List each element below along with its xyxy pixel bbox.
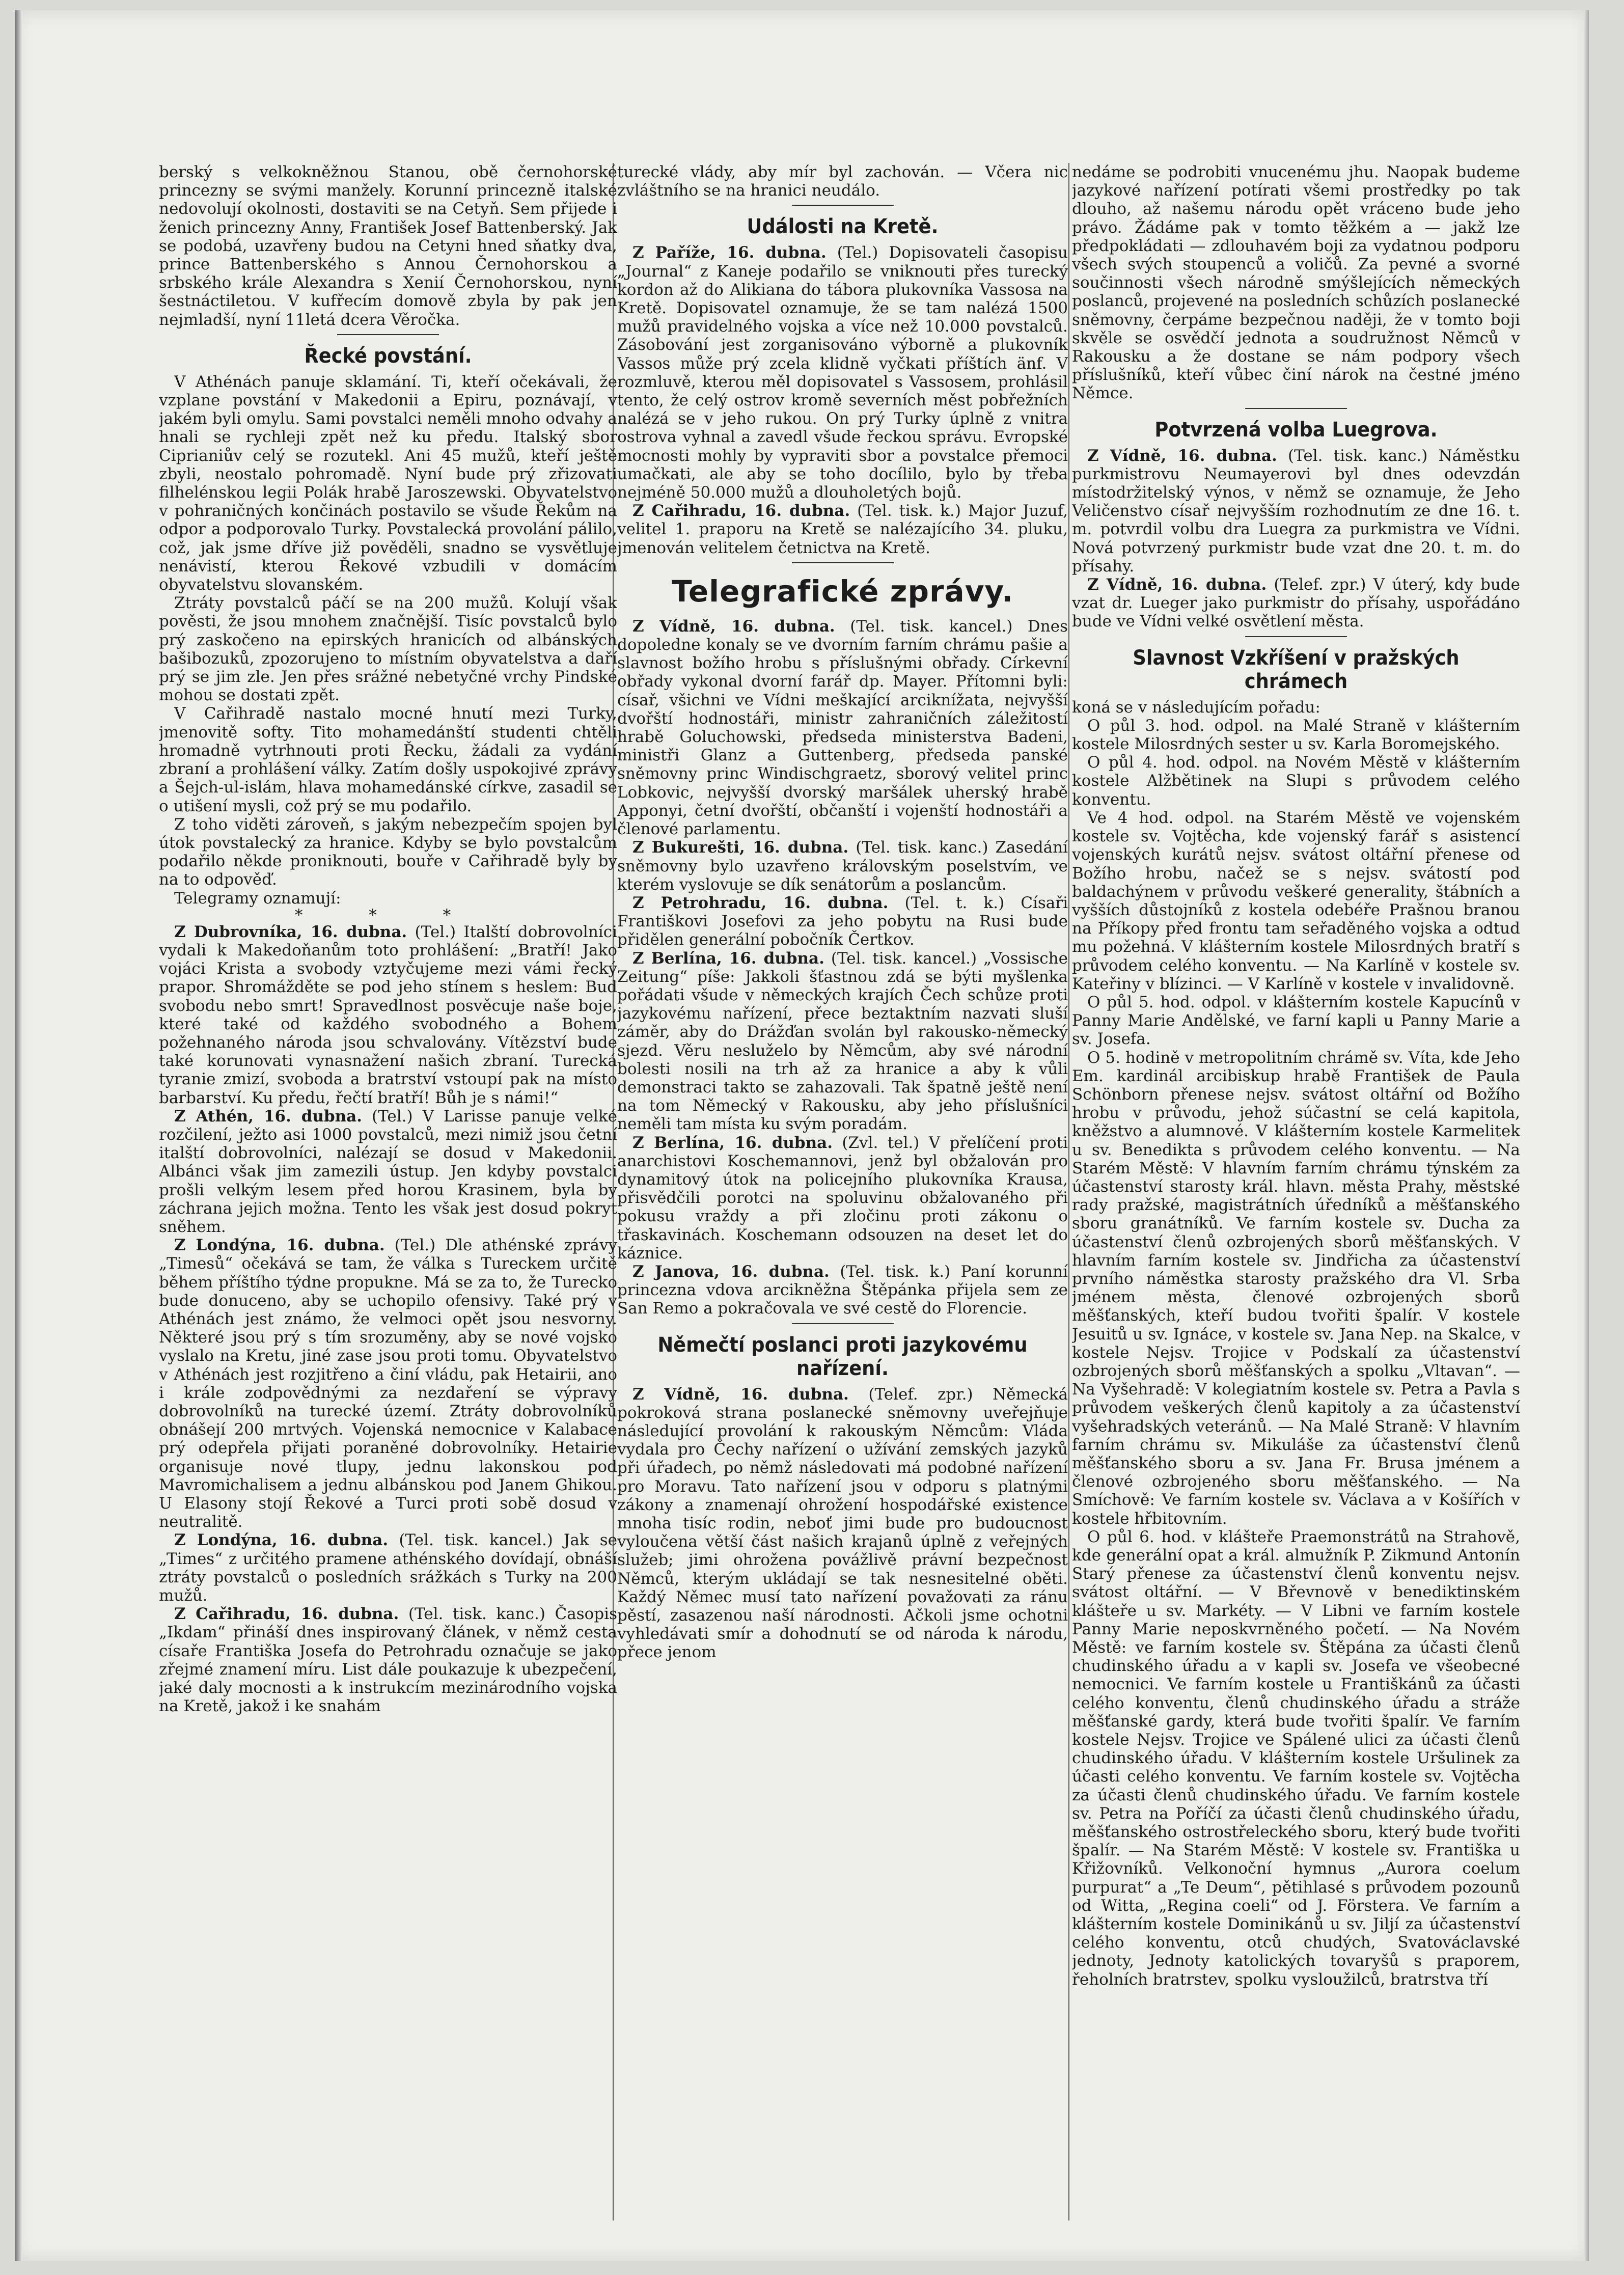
dateline: Z Petrohradu, 16. dubna. [632,893,889,912]
news-item [617,617,1068,838]
news-item [617,243,1068,502]
news-body: (Tel. tisk. kanc.) Časopis „Ikdam“ přináší dnes inspirovaný článek, v němž cesta císaře Františka Josefa do Petrohradu označuje se jako zřejmé znamení míru. List dále poukazuje k ubezpečení, jaké daly mocnosti a k instrukcím mezinárodního vojska na Kretě, jakož i ke snahám [159,1605,617,1716]
divider [1245,408,1347,409]
schedule-item: O 5. hodině v metropolitním chrámě sv. Víta, kde Jeho Em. kardinál arcibiskup hrabě František de Paula Schönborn přenese nejsv. svátost oltářní od Božího hrobu v průvodu, jehož súčastní se celá kapitola, kněžstvo a alumnové. V klášterním kostele Karmelitek u sv. Benedikta s průvodem celého konventu. — Na Starém Městě: V hlavním farním chrámu týnském za účastenství starosty král. hlavn. města Prahy, městské rady pražské, magistrátních úředníků a měšťanského sboru granátníků. Ve farním kostele sv. Ducha za účastenství členů ozbrojených sborů měšťanských. V hlavním farním kostele sv. Jindřicha za účastenství prvního náměstka starosty pražského dra Vl. Srba jménem města, členové ozbrojených sborů měšťanských, kteří budou tvořiti špalír. V kostele Jesuitů u sv. Ignáce, v kostele sv. Jana Nep. na Skalce, v kostele Nejsv. Trojice v Podskalí za účastenství ozbrojených sborů měšťanských a spolku „Vltavan“. — Na Vyšehradě: V kolegiatním kostele sv. Petra a Pavla s průvodem veškerých členů kapitoly a za účastenství vyšehradských veteránů. — Na Malé Straně: V hlavním farním chrámu sv. Mikuláše za účastenství členů měšťanského sboru a sv. Jana Fr. Brusa jménem a členové ozbrojeného sboru měšťanského. — Na Smíchově: Ve farním kostele sv. Václava a v Košířích v kostele hřbitovním. [1072,1048,1520,1528]
news-item [617,838,1068,894]
divider [792,1323,894,1324]
section-heading: Řecké povstání. [304,344,472,368]
news-item [159,1107,617,1236]
news-item [159,1605,617,1715]
news-item [159,1531,617,1605]
news-body: (Tel. tisk. kanc.) Náměstku purkmistrovu Neumayerovi byl dnes odevzdán místodržitelský výnos, v němž se oznamuje, že Jeho Veličenstvo císař nejvyšším rozhodnutím ze dne 16. t. m. potvrdil volbu dra Luegra za purkmistra ve Vídni. Nová potvrzený purkmistr bude vzat dne 20. t. m. do přísahy. [1072,446,1520,575]
dateline: Z Berlína, 16. dubna. [632,1133,833,1152]
dateline: Z Cařihradu, 16. dubna. [174,1605,399,1624]
dateline: Z Vídně, 16. dubna. [632,1385,849,1404]
dateline: Z Berlína, 16. dubna. [632,949,824,968]
divider [337,334,439,335]
article-text: turecké vlády, aby mír byl zachován. — Včera nic zvláštního se na hranici neudálo. [617,163,1068,200]
dateline: Z Dubrovníka, 16. dubna. [174,922,407,941]
dateline: Z Janova, 16. dubna. [632,1262,830,1281]
schedule-item: O půl 5. hod. odpol. v klášterním kostele Kapucínů v Panny Marie Andělské, ve farní kapli u Panny Marie a sv. Josefa. [1072,993,1520,1049]
divider [792,562,894,563]
column-2 [617,163,1068,2221]
section-heading: Potvrzená volba Luegrova. [1154,418,1438,442]
section-heading-large: Telegrafické zprávy. [671,573,1014,609]
binding-shadow [15,10,22,2261]
dateline: Z Vídně, 16. dubna. [1087,446,1277,465]
news-item [617,502,1068,557]
column-rule-2 [1068,163,1069,2221]
news-body: (Telef. zpr.) V úterý, kdy bude vzat dr. Lueger jako purkmistr do přísahy, uspořádáno bude ve Vídni velké osvětlení města. [1072,575,1520,631]
news-item [1072,447,1520,575]
news-body: (Telef. zpr.) Německá pokroková strana poslanecké sněmovny uveřejňuje následující provolání k rakouským Němcům: Vláda vydala pro Čechy nařízení o užívání zemských jazyků při úřadech, po němž následovati má podobné nařízení pro Moravu. Tato nařízení jsou v odporu s platnými zákony a znamenají ohrožení hospodářské existence mnoha tisíc rodin, neboť jimi bude pro budoucnost vyloučena větší část našich krajanů úplně z veřejných služeb; jimi ohrožena povážlivě právní bezpečnost Němců, kterým ukládají se tak nesnesitelné oběti. Každý Němec musí tato nařízení považovati za ránu pěstí, zasazenou naší národnosti. Ačkoli jsme ochotni vyhledávati smír a dohodnutí se od národa k národu, přece jenom [617,1385,1068,1662]
article-text: V Athénách panuje sklamání. Ti, kteří očekávali, že vzplane povstání v Makedonii a Epiru, poznávají, v jakém byli omylu. Sami povstalci neměli mnoho odvahy a hnali se rychleji zpět než ku předu. Italský sbor Ciprianiův celý se rozutekl. Ani 45 mužů, kteří ještě zbyli, neostalo pohromadě. Nyní bude prý zřizovati filhelénskou legii Polák hrabě Jaroszewski. Obyvatelstvo v pohraničných končinách postavilo se všude Řekům na odpor a podporovalo Turky. Povstalecká provolání pálilo, což, jak jsme dříve již pověděli, snadno se vysvětluje nenávistí, kterou Řekové vzbudili v domácím obyvatelstvu slovanském. [159,372,617,594]
section-heading: Němečtí poslanci proti jazykovému nařízení. [657,1333,1028,1380]
news-item [617,1263,1068,1318]
news-body: (Tel.) Dopisovateli časopisu „Journal“ z Kaneje podařilo se vniknouti přes turecký kordon až do Alikiana do tábora plukovníka Vassosa na Kretě. Dopisovatel oznamuje, že se tam nalézá 1500 mužů pravidelného vojska a více než 10.000 povstalců. Zásobování jest zorganisováno výborně a plukovník Vassos může prý zcela klidně vyčkati příštích änf. V rozmluvě, kterou měl dopisovatel s Vassosem, prohlásil tento, že celý ostrov kromě severních měst pobřežních nalézá se v jeho rukou. On prý Turky úplně z vnitra ostrova vyhnal a zavedl všude řeckou správu. Evropské mocnosti mohly by vypraviti sbor a povstalce přemoci umačkati, ale aby se toho docílilo, bylo by třeba nejméně 50.000 mužů a dlouholetých bojů. [617,243,1068,502]
news-item [617,894,1068,949]
news-body: (Tel. t. k.) Císaři Františkovi Josefovi za jeho pobytu na Rusi bude přidělen generální pobočník Čertkov. [617,893,1068,949]
news-item [159,1236,617,1531]
news-body: (Tel. tisk. k.) Major Juzuf, velitel 1. praporu na Kretě se nalézajícího 34. pluku, jmenován velitelem četnictva na Kretě. [617,502,1068,557]
news-body: (Tel.) V Larisse panuje velké rozčilení, ježto asi 1000 povstalců, mezi nimiž jsou četní italští dobrovolníci, nalézají se dosud v Makedonii. Albánci však jim zamezili ústup. Jen kdyby povstalci prošli velkým lesem před horou Krasinem, byla by záchrana jejich možna. Tento les však jest dosud pokryt sněhem. [159,1107,617,1236]
dateline: Z Vídně, 16. dubna. [1087,575,1267,594]
stars-separator: * * * [294,906,482,924]
section-heading: Slavnost Vzkříšení v pražských chrámech [1133,646,1460,693]
schedule-item: Ve 4 hod. odpol. na Starém Městě ve vojenském kostele sv. Vojtěcha, kde vojenský farář s asistencí vojenských kurátů nejsv. svátost oltářní přenese od Božího hrobu, načež se s nejsv. svátostí pod baldachýnem v průvodu veškeré generality, štábních a vyšších důstojníků z kostela odebéře Prašnou branou na Příkopy před frontu tam seřaděného vojska a odtud mu požehná. V klášterním kostele Milosrdných bratří s průvodem celého konventu. — Na Karlíně v kostele sv. Kateřiny v blízinci. — V Karlíně v kostele v invalidovně. [1072,808,1520,993]
news-item [617,1134,1068,1263]
schedule-item: O půl 3. hod. odpol. na Malé Straně v klášterním kostele Milosrdných sester u sv. Karla Boromejského. [1072,716,1520,754]
divider [792,205,894,206]
section-heading: Události na Kretě. [747,215,939,239]
dateline: Z Vídně, 16. dubna. [632,617,835,636]
article-text: berský s velkokněžnou Stanou, obě černohorské princezny se svými manžely. Korunní princezně italské nedovolují okolnosti, dostaviti se na Cetyň. Sem přijede i ženich princezny Anny, František Josef Battenberský. Jak se podobá, uzavřeny budou na Cetyni hned sňatky dva, prince Battenberského s Annou Černohorskou a srbského krále Alexandra s Xenií Černohorskou, nyní šestnáctiletou. V kufřecím domově zbyla by pak jen nejmladší, nyní 11letá dcera Věročka. [159,163,617,329]
news-item [617,1385,1068,1662]
article-text: Z toho viděti zároveň, s jakým nebezpečím spojen byl útok povstalecký za hranice. Kdyby se bylo povstalcům podařilo někde proniknouti, bouře v Cařihradě byly by na to odpověď. [159,815,617,889]
dateline: Z Londýna, 16. dubna. [174,1531,389,1550]
news-item [159,923,617,1107]
news-body: (Tel.) Italští dobrovolníci vydali k Makedoňanům toto prohlášení: „Bratří! Jako vojáci Krista a svobody vztyčujeme mezi vámi řecký prapor. Shromážděte se pod jeho stínem s heslem: Buď svobodu nebo smrt! Spravedlnost posvěcuje naše boje, které také od každého svobodného a Bohem požehnaného národa jsou schvalovány. Vítězství bude také korunovati vynasnažení našich zbraní. Turecká tyranie zmizí, svoboda a bratrství vstoupí pak na místo barbarství. Ku předu, řečtí bratří! Bůh je s námi!“ [159,922,617,1107]
dateline: Z Londýna, 16. dubna. [174,1236,385,1255]
article-text: Telegramy oznamují: [174,889,341,908]
page-edge [1584,10,1589,2261]
news-body: (Tel. tisk. kancel.) Jak se „Times“ z určitého pramene athénského dovídají, obnáší ztráty povstalců o posledních srážkách s Turky na 200 mužů. [159,1531,617,1605]
column-3 [1072,163,1520,2221]
news-body: (Tel. tisk. kancel.) „Vossische Zeitung“ píše: Jakkoli šťastnou zdá se býti myšlenka pořádati všude v německých krajích Čech schůze proti jazykovému nařízení, přece beztaktním nazvati sluší záměr, aby do Drážďan svolán byl rakousko-německý sjezd. Věru nesluželo by Němcům, aby své národní bolesti nosili na trh až za hranice a aby k vůli demonstraci takto se zahazovali. Tak špatně ještě není na tom Německý v Rakousku, aby jeho příslušníci neměli tam místa ku svým poradám. [617,949,1068,1134]
news-item [617,949,1068,1134]
news-body: (Tel. tisk. k.) Paní korunní princezna vdova arcikněžna Štěpánka přijela sem ze San Remo a pokračovala ve své cestě do Florencie. [617,1262,1068,1318]
dateline: Z Athén, 16. dubna. [174,1107,363,1126]
article-text: nedáme se podrobiti vnucenému jhu. Naopak budeme jazykové nařízení potírati všemi prostředky po tak dlouho, až našemu národu opět vráceno bude jeho právo. Žádáme pak v tomto těžkém a — jakž lze předpokládati — zdlouhavém boji za vydatnou podporu všech svých stoupenců a voličů. Za pevné a svorné součinnosti všech národně smýšlejících německých poslanců, projevené na posledních schůzích poslanecké sněmovny, čerpáme bezpečnou naději, že v tomto boji skvěle se osvědčí jednota a soudružnost Němců v Rakousku a že dostane se nám podpory všech příslušníků, kteří vůbec činí nárok na čestné jméno Němce. [1072,163,1520,403]
schedule-item: O půl 4. hod. odpol. na Novém Městě v klášterním kostele Alžbětinek na Slupi s průvodem celého konventu. [1072,753,1520,809]
news-body: (Zvl. tel.) V přelíčení proti anarchistovi Koschemannovi, jenž byl obžalován pro dynamitový útok na policejního plukovníka Krausa, přisvědčili porotci na spoluvinu obžalovaného při pokusu vraždy a při zločinu proti zákonu o třaskavinách. Koschemann odsouzen na deset let do káznice. [617,1133,1068,1263]
dateline: Z Bukurešti, 16. dubna. [632,838,849,857]
article-text: Ztráty povstalců páčí se na 200 mužů. Kolují však pověsti, že jsou mnohem značnější. Tisíc povstalců bylo prý zaskočeno na epirských hranicích od albánských bašibozuků, zpozorujeno to místním obyvatelstva a daří prý se jim zle. Jen přes srážné nebetyčné vrchy Pindské mohou se dostati zpět. [159,594,617,705]
news-body: (Tel. tisk. kanc.) Zasedání sněmovny bylo uzavřeno královským poselstvím, ve kterém vyslovuje se dík senátorům a poslancům. [617,838,1068,894]
dateline: Z Paříže, 16. dubna. [632,243,827,262]
dateline: Z Cařihradu, 16. dubna. [632,502,850,520]
article-text: koná se v následujícím pořadu: [1072,698,1320,717]
divider [1245,636,1347,637]
schedule-item: O půl 6. hod. v klášteře Praemonstrátů na Strahově, kde generální opat a král. almužník P. Zikmund Antonín Starý přenese za účastenství členů konventu nejsv. svátost oltářní. — V Břevnově v benediktinském klášteře u sv. Markéty. — V Libni ve farním kostele Panny Marie neposkvrněného početí. — Na Novém Městě: ve farním kostele sv. Štěpána za účasti členů chudinského úřadu a v kapli sv. Josefa ve všeobecné nemocnici. Ve farním kostele u Františkánů za účasti celého konventu, členů chudinského úřadu a stráže měšťanské gardy, která bude tvořiti špalír. Ve farním kostele Nejsv. Trojice ve Spálené ulici za účasti členů chudinského úřadu. V klášterním kostele Uršulinek za účasti celého konventu. Ve farním kostele sv. Vojtěcha za účasti členů chudinského úřadu. Ve farním kostele sv. Petra na Poříčí za účasti členů chudinského úřadu, měšťanského ostrostřeleckého sboru, který bude tvořiti špalír. — Na Starém Městě: V kostele sv. Františka u Křižovníků. Velkonoční hymnus „Aurora coelum purpurat“ a „Te Deum“, pětihlasé s průvodem pozounů od Witta, „Regina coeli“ od J. Förstera. Ve farním a klášterním kostele Dominikánů u sv. Jiljí za účastenství celého konventu, otců chudých, Svatováclavské jednoty, Jednoty katolických tovaryšů s praporem, řeholních bratrstev, spolku vysloužilců, bratrstva tří [1072,1527,1520,1989]
column-1 [159,163,617,2221]
news-body: (Tel. tisk. kancel.) Dnes dopoledne konaly se ve dvorním farním chrámu pašie a slavnost božího hrobu s příslušnými obřady. Církevní obřady vykonal dvorní farář dp. Mayer. Přítomni byli: císař, všichni ve Vídni meškající arciknížata, nejvyšší dvořští hodnostáři, ministr zahraničních záležitostí hrabě Goluchowski, předseda ministerstva Badeni, ministři Glanz a Guttenberg, předseda panské sněmovny princ Windischgraetz, sborový velitel princ Lobkovic, nejvyšší dvorský maršálek uherský hrabě Apponyi, četní dvořští, občanští i vojenští hodnostáři a členové parlamentu. [617,617,1068,839]
news-body: (Tel.) Dle athénské zprávy „Timesů“ očekává se tam, že válka s Tureckem určitě během příštího týdne propukne. Má se za to, že Turecko bude donuceno, aby se uchopilo ofensivy. Také prý v Athénách jest známo, že velmoci opět jsou nesvorny. Některé jsou prý s tím srozuměny, aby se nové vojsko vyslalo na Kretu, jiné zase jsou proti tomu. Obyvatelstvo v Athénách jest rozjitřeno a činí vládu, pak Hetairii, ano i krále zodpovědnými za nezdaření se výpravy dobrovolníků na turecké území. Ztráty dobrovolníků obnášejí 200 mrtvých. Vojenská nemocnice v Kalabace prý odepřela přijati poraněné dobrovolníky. Hetairie organisuje nové tlupy, jednu lakonskou pod Mavromichalisem a jednu albánskou pod Janem Ghikou. U Elasony stojí Řekové a Turci proti sobě dosud v neutralitě. [159,1236,617,1531]
article-text: V Cařihradě nastalo mocné hnutí mezi Turky, jmenovitě softy. Tito mohamedánští studenti chtěli hromadně vytrhnouti proti Řecku, žádali za vydání zbraní a prohlášení války. Zatím došly uspokojivé zprávy a Šejch-ul-islám, hlava mohamedánské církve, zasadil se o utišení mysli, což prý se mu podařilo. [159,704,617,815]
news-item [1072,575,1520,631]
